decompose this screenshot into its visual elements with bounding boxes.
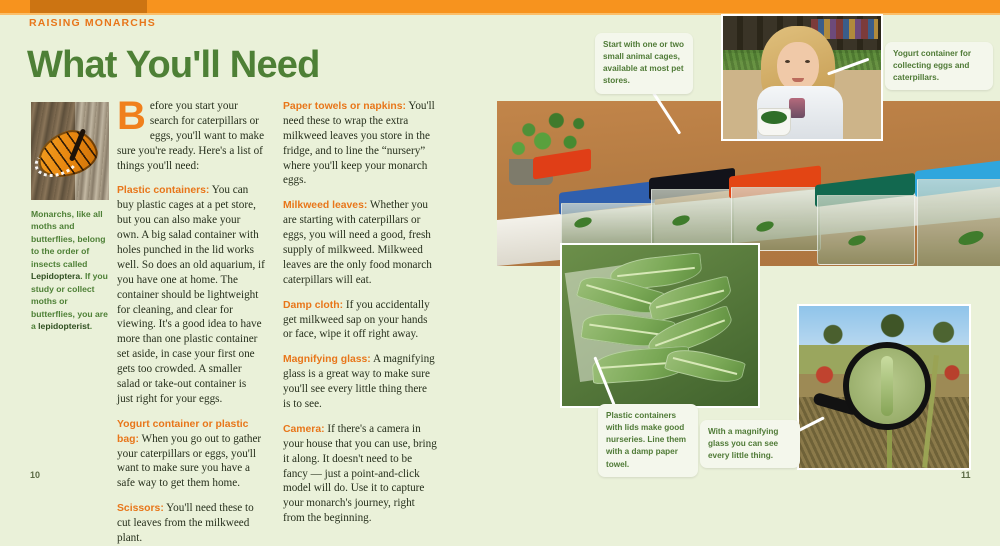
list-item bbox=[117, 417, 265, 491]
top-orange-bar bbox=[0, 0, 1000, 13]
item-text: If you accidentally get milkweed sap on your hands or face, wipe it off right away. bbox=[283, 298, 430, 341]
leaves-inside-container bbox=[761, 111, 787, 124]
cage-blue-lid bbox=[559, 187, 655, 243]
item-text: When you go out to gather your caterpillars or eggs, you'll want to make sure you have a safe way to get them home. bbox=[117, 432, 262, 490]
cage-red-lid bbox=[729, 171, 821, 249]
girl-holding-yogurt-container-photo bbox=[721, 14, 883, 141]
callout-magnifying-glass: With a magnifying glass you can see every little thing. bbox=[700, 420, 800, 468]
yogurt-container bbox=[757, 108, 791, 136]
item-text: You'll need these to wrap the extra milkweed leaves you store in the fridge, and to line the “nursery” where you'll keep your monarch eggs. bbox=[283, 100, 435, 187]
shirt-graphic bbox=[789, 98, 805, 118]
callout-plastic-containers: Plastic containers with lids make good nurseries. Line them with a damp paper towel. bbox=[598, 404, 698, 477]
item-text: If there's a camera in your house that you can use, bring it along. It doesn't need to be fancy — just a point-and-click model will do. Use it to capture your monarch's journey, right from the beginning. bbox=[283, 422, 437, 525]
chapter-kicker: RAISING MONARCHS bbox=[29, 17, 156, 29]
cage-body bbox=[817, 195, 915, 265]
list-item bbox=[283, 352, 437, 412]
list-item bbox=[283, 422, 437, 526]
item-label-camera: Camera: bbox=[283, 423, 325, 435]
item-label-damp-cloth: Damp cloth: bbox=[283, 299, 344, 311]
cage-body bbox=[917, 179, 1000, 266]
drop-cap: B bbox=[117, 94, 146, 138]
magnifier-lens bbox=[843, 342, 931, 430]
callout-yogurt-container: Yogurt container for collecting eggs and caterpillars. bbox=[885, 42, 993, 90]
leaf bbox=[755, 219, 775, 233]
sidebar-caption-part3: . bbox=[89, 321, 93, 332]
sidebar-caption-part1: Monarchs, like all moths and butterflies, belong to the order of insects called bbox=[31, 209, 106, 269]
item-label-magnifying-glass: Magnifying glass: bbox=[283, 354, 371, 366]
list-item bbox=[117, 183, 265, 406]
item-text: A magnifying glass is a great way to make sure you'll see every little thing there is to see. bbox=[283, 353, 435, 411]
leaf bbox=[847, 233, 867, 247]
leaf bbox=[671, 213, 691, 227]
item-text: You'll need these to cut leaves from the milkweed plant. bbox=[117, 502, 254, 545]
list-item bbox=[117, 501, 265, 546]
item-text: Whether you are starting with caterpillars or eggs, you will need a good, fresh supply of milkweed. Milkweed leaves are the only food monarch caterpillars will eat. bbox=[283, 199, 432, 286]
sidebar-caption bbox=[31, 208, 111, 333]
item-label-paper-towels-real: Paper towels or napkins: bbox=[283, 101, 406, 112]
monarch-butterfly-photo bbox=[31, 102, 109, 200]
leaf bbox=[573, 215, 593, 229]
leaf bbox=[957, 228, 985, 247]
cage-body bbox=[651, 189, 735, 247]
body-column-1 bbox=[117, 94, 265, 546]
item-label-yogurt-container: Yogurt container or plastic bag: bbox=[117, 418, 249, 445]
girl-eye-left bbox=[785, 60, 790, 63]
girl-eye-right bbox=[805, 60, 810, 63]
sidebar-term-lepidopterist: lepidopterist bbox=[38, 321, 90, 332]
top-bar-dark-segment bbox=[30, 0, 147, 13]
callout-animal-cages: Start with one or two small animal cages, available at most pet stores. bbox=[595, 33, 693, 94]
milkweed-leaves-in-container-photo bbox=[560, 243, 760, 408]
sidebar-caption-part2: . If you study or collect moths or butterflies, you are a bbox=[31, 271, 108, 332]
cage-body bbox=[731, 187, 821, 251]
body-column-2 bbox=[283, 99, 437, 526]
item-label-scissors: Scissors: bbox=[117, 503, 164, 515]
list-item bbox=[283, 198, 437, 287]
item-label-milkweed-leaves: Milkweed leaves: bbox=[283, 200, 368, 212]
cage-body bbox=[561, 203, 655, 245]
cage-green-lid bbox=[815, 179, 915, 263]
item-text: You can buy plastic cages at a pet store, but you can also make your own. A big salad container with holes punched in the lid works well. So does an old aquarium, if you have one at home. The container should be lightweight for cleaning, and clear for viewing. It's a good idea to have more than one plastic container set aside, in case your first one gets too crowded. A smaller salad or take-out container is just right for your eggs. bbox=[117, 184, 265, 405]
intro-text: efore you start your search for caterpillars or eggs, you'll want to make sure you're ready. Here's a list of things you'll need: bbox=[117, 100, 265, 172]
cage-black-lid bbox=[649, 173, 735, 245]
magnified-milkweed-pod bbox=[881, 356, 893, 417]
list-item bbox=[283, 99, 437, 188]
intro-paragraph bbox=[117, 94, 265, 173]
sidebar-term-lepidoptera: Lepidoptera bbox=[31, 271, 81, 282]
cage-blue-large-lid bbox=[915, 163, 1000, 266]
item-label-plastic-containers: Plastic containers: bbox=[117, 185, 210, 197]
girl-face bbox=[777, 42, 819, 92]
magnifying-glass-on-milkweed-photo bbox=[797, 304, 971, 470]
list-item bbox=[283, 298, 437, 343]
page-number-right: 11 bbox=[961, 470, 971, 480]
page-title: What You'll Need bbox=[27, 44, 320, 86]
page-number-left: 10 bbox=[30, 470, 41, 480]
